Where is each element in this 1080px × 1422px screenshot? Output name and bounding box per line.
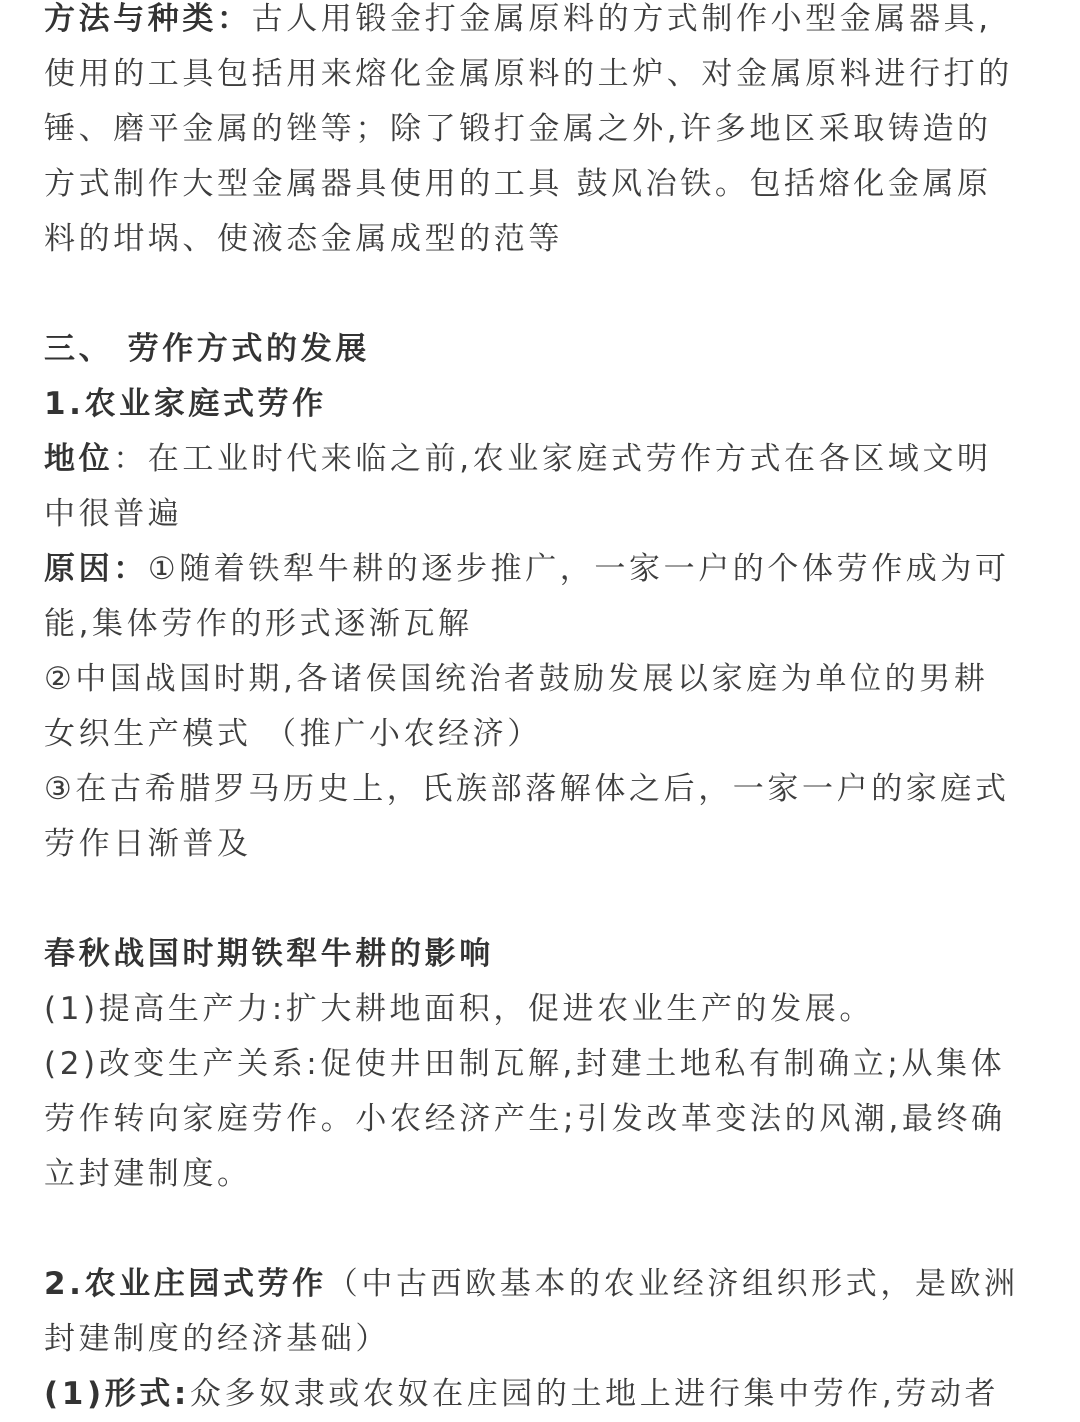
section-heading-3: 三、 劳作方式的发展 [44,331,370,367]
manor-heading: 2.农业庄园式劳作 [44,1266,327,1302]
methods-line-5: 料的坩埚、使液态金属成型的范等 [44,221,563,257]
status-line-1 [44,432,1044,487]
methods-line-3: 锤、磨平金属的锉等；除了锻打金属之外,许多地区采取铸造的 [44,111,992,147]
manor-note-line-2: 封建制度的经济基础） [44,1321,390,1357]
manor-heading-note: （中古西欧基本的农业经济组织形式，是欧洲 [326,1266,1019,1302]
reason-line-2: 能,集体劳作的形式逐渐瓦解 [44,606,473,642]
reason-text: ①随着铁犁牛耕的逐步推广，一家一户的个体劳作成为可 [147,551,1010,587]
reason-line-3: ②中国战国时期,各诸侯国统治者鼓励发展以家庭为单位的男耕 [44,661,989,697]
impact-line-2: (2)改变生产关系:促使井田制瓦解,封建土地私有制确立;从集体 [44,1046,1006,1082]
methods-line-2: 使用的工具包括用来熔化金属原料的土炉、对金属原料进行打的 [44,56,1013,92]
reason-line-6: 劳作日渐普及 [44,826,252,862]
impact-heading: 春秋战国时期铁犁牛耕的影响 [44,936,494,972]
methods-label: 方法与种类： [44,1,252,37]
impact-line-4: 立封建制度。 [44,1156,252,1192]
impact-line-1: (1)提高生产力:扩大耕地面积，促进农业生产的发展。 [44,991,874,1027]
methods-text: 古人用锻金打金属原料的方式制作小型金属器具, [251,1,992,37]
spacer [44,1202,1044,1257]
status-label: 地位 [44,441,114,477]
manor-form-label: (1)形式: [44,1376,190,1412]
spacer [44,872,1044,927]
spacer [44,267,1044,322]
reason-label: 原因： [44,551,148,587]
status-line-2: 中很普遍 [44,496,183,532]
subheading-family-labor: 1.农业家庭式劳作 [44,386,327,422]
manor-form-line [44,1367,1044,1422]
reason-line-1 [44,542,1044,597]
methods-line-1 [44,0,1044,47]
reason-line-5: ③在古希腊罗马历史上，氏族部落解体之后，一家一户的家庭式 [44,771,1010,807]
impact-line-3: 劳作转向家庭劳作。小农经济产生;引发改革变法的风潮,最终确 [44,1101,1006,1137]
manor-form-text: 众多奴隶或农奴在庄园的土地上进行集中劳作,劳动者 [189,1376,1000,1412]
methods-line-4: 方式制作大型金属器具使用的工具 鼓风冶铁。包括熔化金属原 [44,166,992,202]
manor-heading-line [44,1257,1044,1312]
reason-line-4: 女织生产模式 （推广小农经济） [44,716,542,752]
status-text: ：在工业时代来临之前,农业家庭式劳作方式在各区域文明 [113,441,992,477]
article-body [44,0,1044,1422]
